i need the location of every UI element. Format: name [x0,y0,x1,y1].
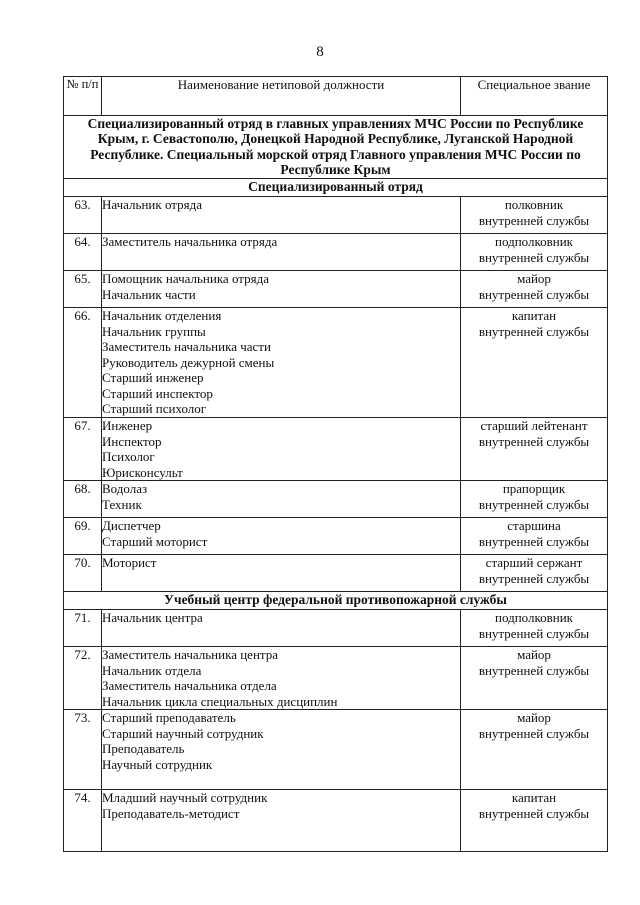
subsection-title: Учебный центр федеральной противопожарной службы [64,592,608,610]
rank-text: внутренней службы [478,433,590,449]
position-name: Начальник отдела [102,662,202,678]
row-number: 65. [64,271,102,308]
rank-text: майор [517,271,551,286]
subsection-row [64,592,608,610]
row-number: 72. [64,647,102,710]
rank-text: внутренней службы [478,625,590,641]
rank-text: старшина [507,518,561,533]
position-name: Техник [102,496,142,512]
section-title-row [64,116,608,179]
rank-text: прапорщик [502,481,566,496]
table-header-row [64,77,608,116]
row-number: 68. [64,481,102,518]
rank-text: майор [517,710,551,725]
section-title: Специализированный отряд в главных управлениях МЧС России по Республике Крым, г. Севастополю, Донецкой Народной Республике, Луганской Народной Республике. Специальный морской отряд Главного управления МЧС России по Республике Крым [64,116,608,179]
rank-text: внутренней службы [478,662,590,678]
rank-text: полковник [504,197,564,212]
position-name: Юрисконсульт [102,464,183,480]
row-number: 69. [64,518,102,555]
rank-text: внутренней службы [478,249,590,265]
position-name: Начальник отделения [102,308,222,323]
subsection-title: Специализированный отряд [64,179,608,197]
position-name: Заместитель начальника отряда [102,234,278,249]
table-row [64,308,608,418]
rank-text: внутренней службы [478,725,590,741]
rank-text: капитан [511,308,557,323]
rank-cell [461,271,608,308]
position-name: Старший инженер [102,370,204,385]
row-number: 74. [64,790,102,852]
row-number: 64. [64,234,102,271]
position-name: Старший психолог [102,401,207,416]
position-name: Моторист [102,555,157,570]
position-name: Психолог [102,449,155,464]
table-row [64,555,608,592]
position-name: Диспетчер [102,518,161,533]
rank-cell [461,610,608,647]
rank-text: внутренней службы [478,212,590,228]
rank-cell [461,308,608,418]
row-number: 73. [64,710,102,790]
rank-text: внутренней службы [478,805,590,821]
rank-cell [461,197,608,234]
rank-text: майор [517,647,551,662]
position-cell [102,555,461,592]
position-name: Старший инспектор [102,385,213,401]
rank-text: старший сержант [485,555,583,570]
position-name: Водолаз [102,481,148,496]
table-row [64,481,608,518]
position-name: Старший научный сотрудник [102,725,264,741]
table-row [64,271,608,308]
position-cell [102,308,461,418]
rank-text: капитан [511,790,557,805]
positions-table [63,76,608,852]
position-name: Начальник части [102,286,196,302]
position-cell [102,610,461,647]
table-row [64,647,608,710]
position-name: Начальник отряда [102,197,202,212]
position-cell [102,418,461,481]
position-name: Младший научный сотрудник [102,790,268,805]
position-name: Преподаватель [102,741,185,756]
table-row [64,610,608,647]
rank-text: старший лейтенант [480,418,588,433]
table-row [64,710,608,790]
position-name: Научный сотрудник [102,756,213,772]
position-cell [102,790,461,852]
position-name: Помощник начальника отряда [102,271,269,286]
position-name: Руководитель дежурной смены [102,354,275,370]
position-cell [102,710,461,790]
position-cell [102,481,461,518]
header-position: Наименование нетиповой должности [102,77,461,116]
table-row [64,418,608,481]
rank-text: внутренней службы [478,533,590,549]
rank-text: внутренней службы [478,286,590,302]
table-row [64,790,608,852]
position-cell [102,234,461,271]
position-cell [102,647,461,710]
subsection-row [64,179,608,197]
position-name: Старший преподаватель [102,710,236,725]
rank-cell [461,481,608,518]
header-rank: Специальное звание [461,77,608,116]
rank-cell [461,647,608,710]
position-cell [102,271,461,308]
table-row [64,518,608,555]
rank-cell [461,710,608,790]
row-number: 66. [64,308,102,418]
position-name: Инженер [102,418,153,433]
rank-text: подполковник [495,234,573,249]
row-number: 63. [64,197,102,234]
position-name: Инспектор [102,433,162,449]
row-number: 70. [64,555,102,592]
rank-text: внутренней службы [478,496,590,512]
table-row [64,234,608,271]
row-number: 71. [64,610,102,647]
table-row [64,197,608,234]
header-number: № п/п [64,77,102,116]
rank-cell [461,790,608,852]
position-cell [102,197,461,234]
position-name: Преподаватель-методист [102,805,240,821]
rank-text: внутренней службы [478,570,590,586]
position-cell [102,518,461,555]
page-number: 8 [316,44,324,60]
position-name: Начальник цикла специальных дисциплин [102,693,338,709]
row-number: 67. [64,418,102,481]
rank-text: внутренней службы [478,323,590,339]
rank-cell [461,418,608,481]
rank-text: подполковник [495,610,573,625]
position-name: Заместитель начальника центра [102,647,279,662]
position-name: Начальник центра [102,610,203,625]
rank-cell [461,234,608,271]
rank-cell [461,555,608,592]
position-name: Старший моторист [102,533,208,549]
position-name: Заместитель начальника отдела [102,678,277,693]
position-name: Начальник группы [102,323,206,339]
rank-cell [461,518,608,555]
position-name: Заместитель начальника части [102,339,271,354]
